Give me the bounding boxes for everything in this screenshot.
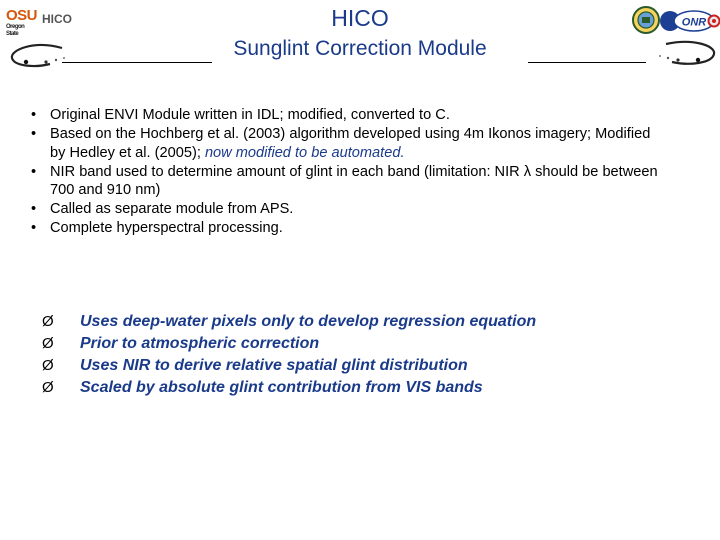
bullet-dot: • [31, 163, 37, 180]
arrow-item [42, 355, 682, 377]
hico-logo-text: HICO [42, 12, 72, 26]
bullet-text: Original ENVI Module written in IDL; modified, converted to C. [50, 107, 450, 123]
osu-logo-subtext: Oregon State [6, 24, 25, 37]
agency-logos [628, 2, 720, 72]
bullet-dot: • [31, 201, 37, 217]
header-rule-left [62, 62, 212, 63]
onr-logo-text: ONR [681, 16, 707, 29]
arrow-item [42, 333, 682, 355]
bullet-text: NIR band used to determine amount of glint in each band (limitation: NIR λ should be between 700 and 910 nm) [50, 163, 658, 198]
page-title: HICO [331, 5, 389, 31]
bullet-dot: • [31, 107, 37, 123]
arrow-item-text: Uses NIR to derive relative spatial glint distribution [80, 357, 468, 374]
arrow-bullet-icon: Ø [42, 357, 54, 374]
arrow-list [42, 311, 682, 399]
arrow-item [42, 377, 682, 399]
bullet-item [28, 163, 668, 200]
bullet-item [28, 200, 668, 219]
page-subtitle: Sunglint Correction Module [233, 37, 487, 60]
bullet-item [28, 219, 668, 238]
arrow-bullet-icon: Ø [42, 379, 54, 396]
bullet-list [28, 106, 668, 238]
bullet-item [28, 125, 668, 162]
bullet-text: Based on the Hochberg et al. (2003) algorithm developed using 4m Ikonos imagery; Modified by Hedley et al. (2005); [50, 126, 651, 161]
bullet-emphasis: now modified to be automated. [204, 144, 405, 161]
arrow-item-text: Scaled by absolute glint contribution from VIS bands [80, 379, 483, 396]
bullet-text: Complete hyperspectral processing. [50, 220, 283, 236]
arrow-bullet-icon: Ø [42, 313, 54, 330]
bullet-dot: • [31, 220, 37, 236]
arrow-bullet-icon: Ø [42, 335, 54, 352]
arrow-item [42, 311, 682, 333]
seal-icon [632, 6, 660, 34]
bullet-item [28, 106, 668, 125]
arrow-item-text: Uses deep-water pixels only to develop regression equation [80, 313, 537, 330]
bullet-text: Called as separate module from APS. [50, 201, 294, 217]
onr-logo [658, 8, 720, 34]
bullet-dot: • [31, 126, 37, 142]
arrow-item-text: Prior to atmospheric correction [80, 335, 320, 352]
osu-logo-text: OSU [6, 7, 38, 24]
orbit-swoosh-right-icon [646, 36, 720, 72]
